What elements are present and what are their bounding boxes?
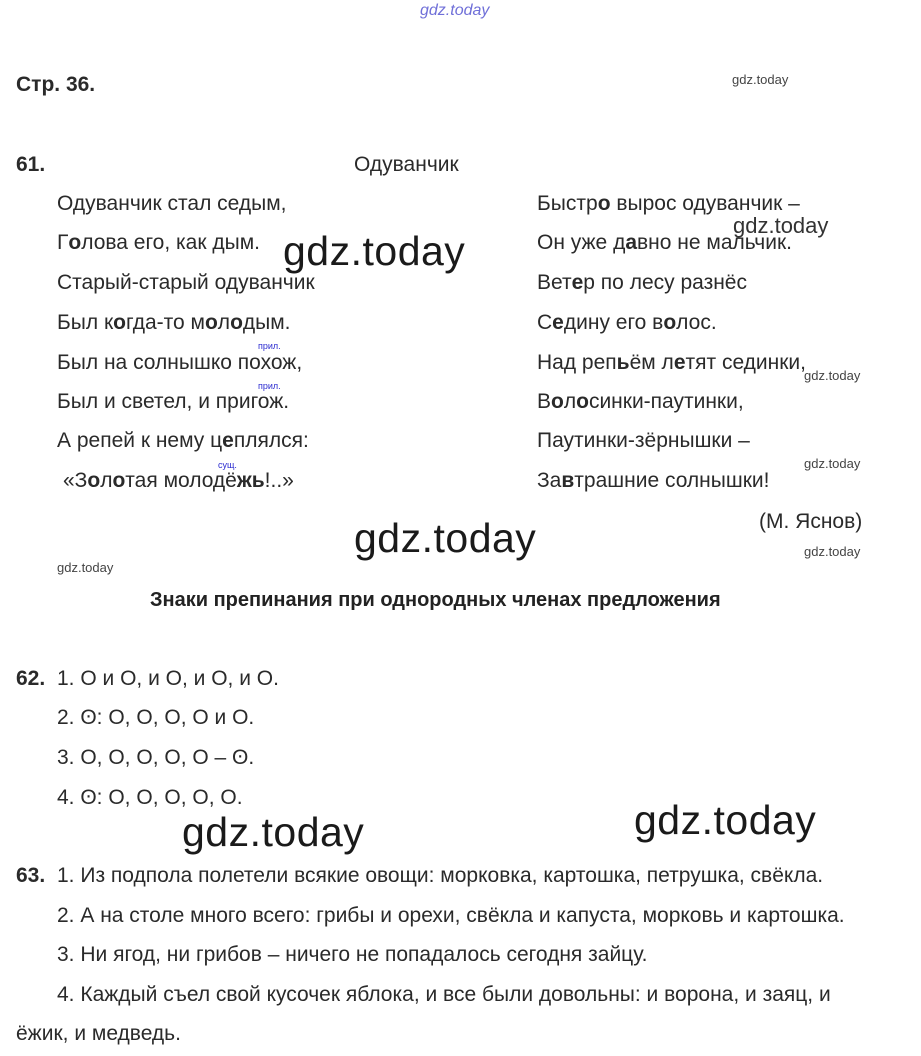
poem-line: Седину его волос. (537, 311, 717, 334)
poem-line: Был и светел, и пригож. (57, 390, 290, 413)
poem-line: Он уже давно не мальчик. (537, 231, 792, 254)
watermark-large: gdz.today (182, 809, 365, 855)
watermark-small: gdz.today (804, 368, 861, 383)
annotation-adjective: прил. (258, 381, 281, 391)
page-label: Стр. 36. (16, 73, 96, 96)
watermark-small: gdz.today (57, 560, 114, 575)
watermark-medium: gdz.today (733, 213, 829, 238)
poem-line: Одуванчик стал седым, (57, 192, 287, 215)
exercise-62-line: 4. ʘ: О, О, О, О, О. (57, 786, 243, 809)
annotation-noun: сущ. (218, 460, 237, 470)
poem-line: Паутинки-зёрнышки – (537, 429, 750, 452)
poem-line: Был когда-то молодым. (57, 311, 291, 334)
poem-line: Быстро вырос одуванчик – (537, 192, 800, 215)
watermark-large: gdz.today (283, 228, 466, 274)
watermark-large: gdz.today (354, 515, 537, 561)
poem-line: Волосинки-паутинки, (537, 390, 744, 413)
poem-line: «Золотая молодёжь!..» (63, 469, 294, 492)
poem-line: А репей к нему цеплялся: (57, 429, 309, 452)
poem-line: Старый-старый одуванчик (57, 271, 315, 294)
exercise-63-line: ёжик, и медведь. (16, 1022, 181, 1045)
exercise-63-number: 63. (16, 864, 46, 887)
exercise-62-line: 2. ʘ: О, О, О, О и О. (57, 706, 255, 729)
exercise-63-line: 2. А на столе много всего: грибы и орехи, свёкла и капуста, морковь и картошка. (57, 904, 845, 927)
exercise-62-line: 3. О, О, О, О, О – ʘ. (57, 746, 255, 769)
exercise-61-number: 61. (16, 153, 46, 176)
watermark-small: gdz.today (732, 72, 789, 87)
watermark-small: gdz.today (804, 456, 861, 471)
exercise-63-line: 3. Ни ягод, ни грибов – ничего не попадалось сегодня зайцу. (57, 943, 648, 966)
exercise-63-line: 1. Из подпола полетели всякие овощи: морковка, картошка, петрушка, свёкла. (57, 864, 824, 887)
poem-author: (М. Яснов) (759, 510, 863, 533)
section-header: Знаки препинания при однородных членах предложения (150, 589, 721, 611)
exercise-62-number: 62. (16, 667, 46, 690)
poem-line: Завтрашние солнышки! (537, 469, 770, 492)
poem-line: Над репьём летят сединки, (537, 351, 806, 374)
exercise-62-line: 1. О и О, и О, и О, и О. (57, 667, 279, 690)
watermark-large: gdz.today (634, 797, 817, 843)
exercise-63-line: 4. Каждый съел свой кусочек яблока, и все были довольны: и ворона, и заяц, и (57, 983, 831, 1006)
poem-title: Одуванчик (354, 153, 459, 176)
watermark-top: gdz.today (420, 2, 490, 19)
annotation-adjective: прил. (258, 341, 281, 351)
watermark-small: gdz.today (804, 544, 861, 559)
poem-line: Был на солнышко похож, (57, 351, 303, 374)
poem-line: Голова его, как дым. (57, 231, 261, 254)
poem-line: Ветер по лесу разнёс (537, 271, 747, 294)
